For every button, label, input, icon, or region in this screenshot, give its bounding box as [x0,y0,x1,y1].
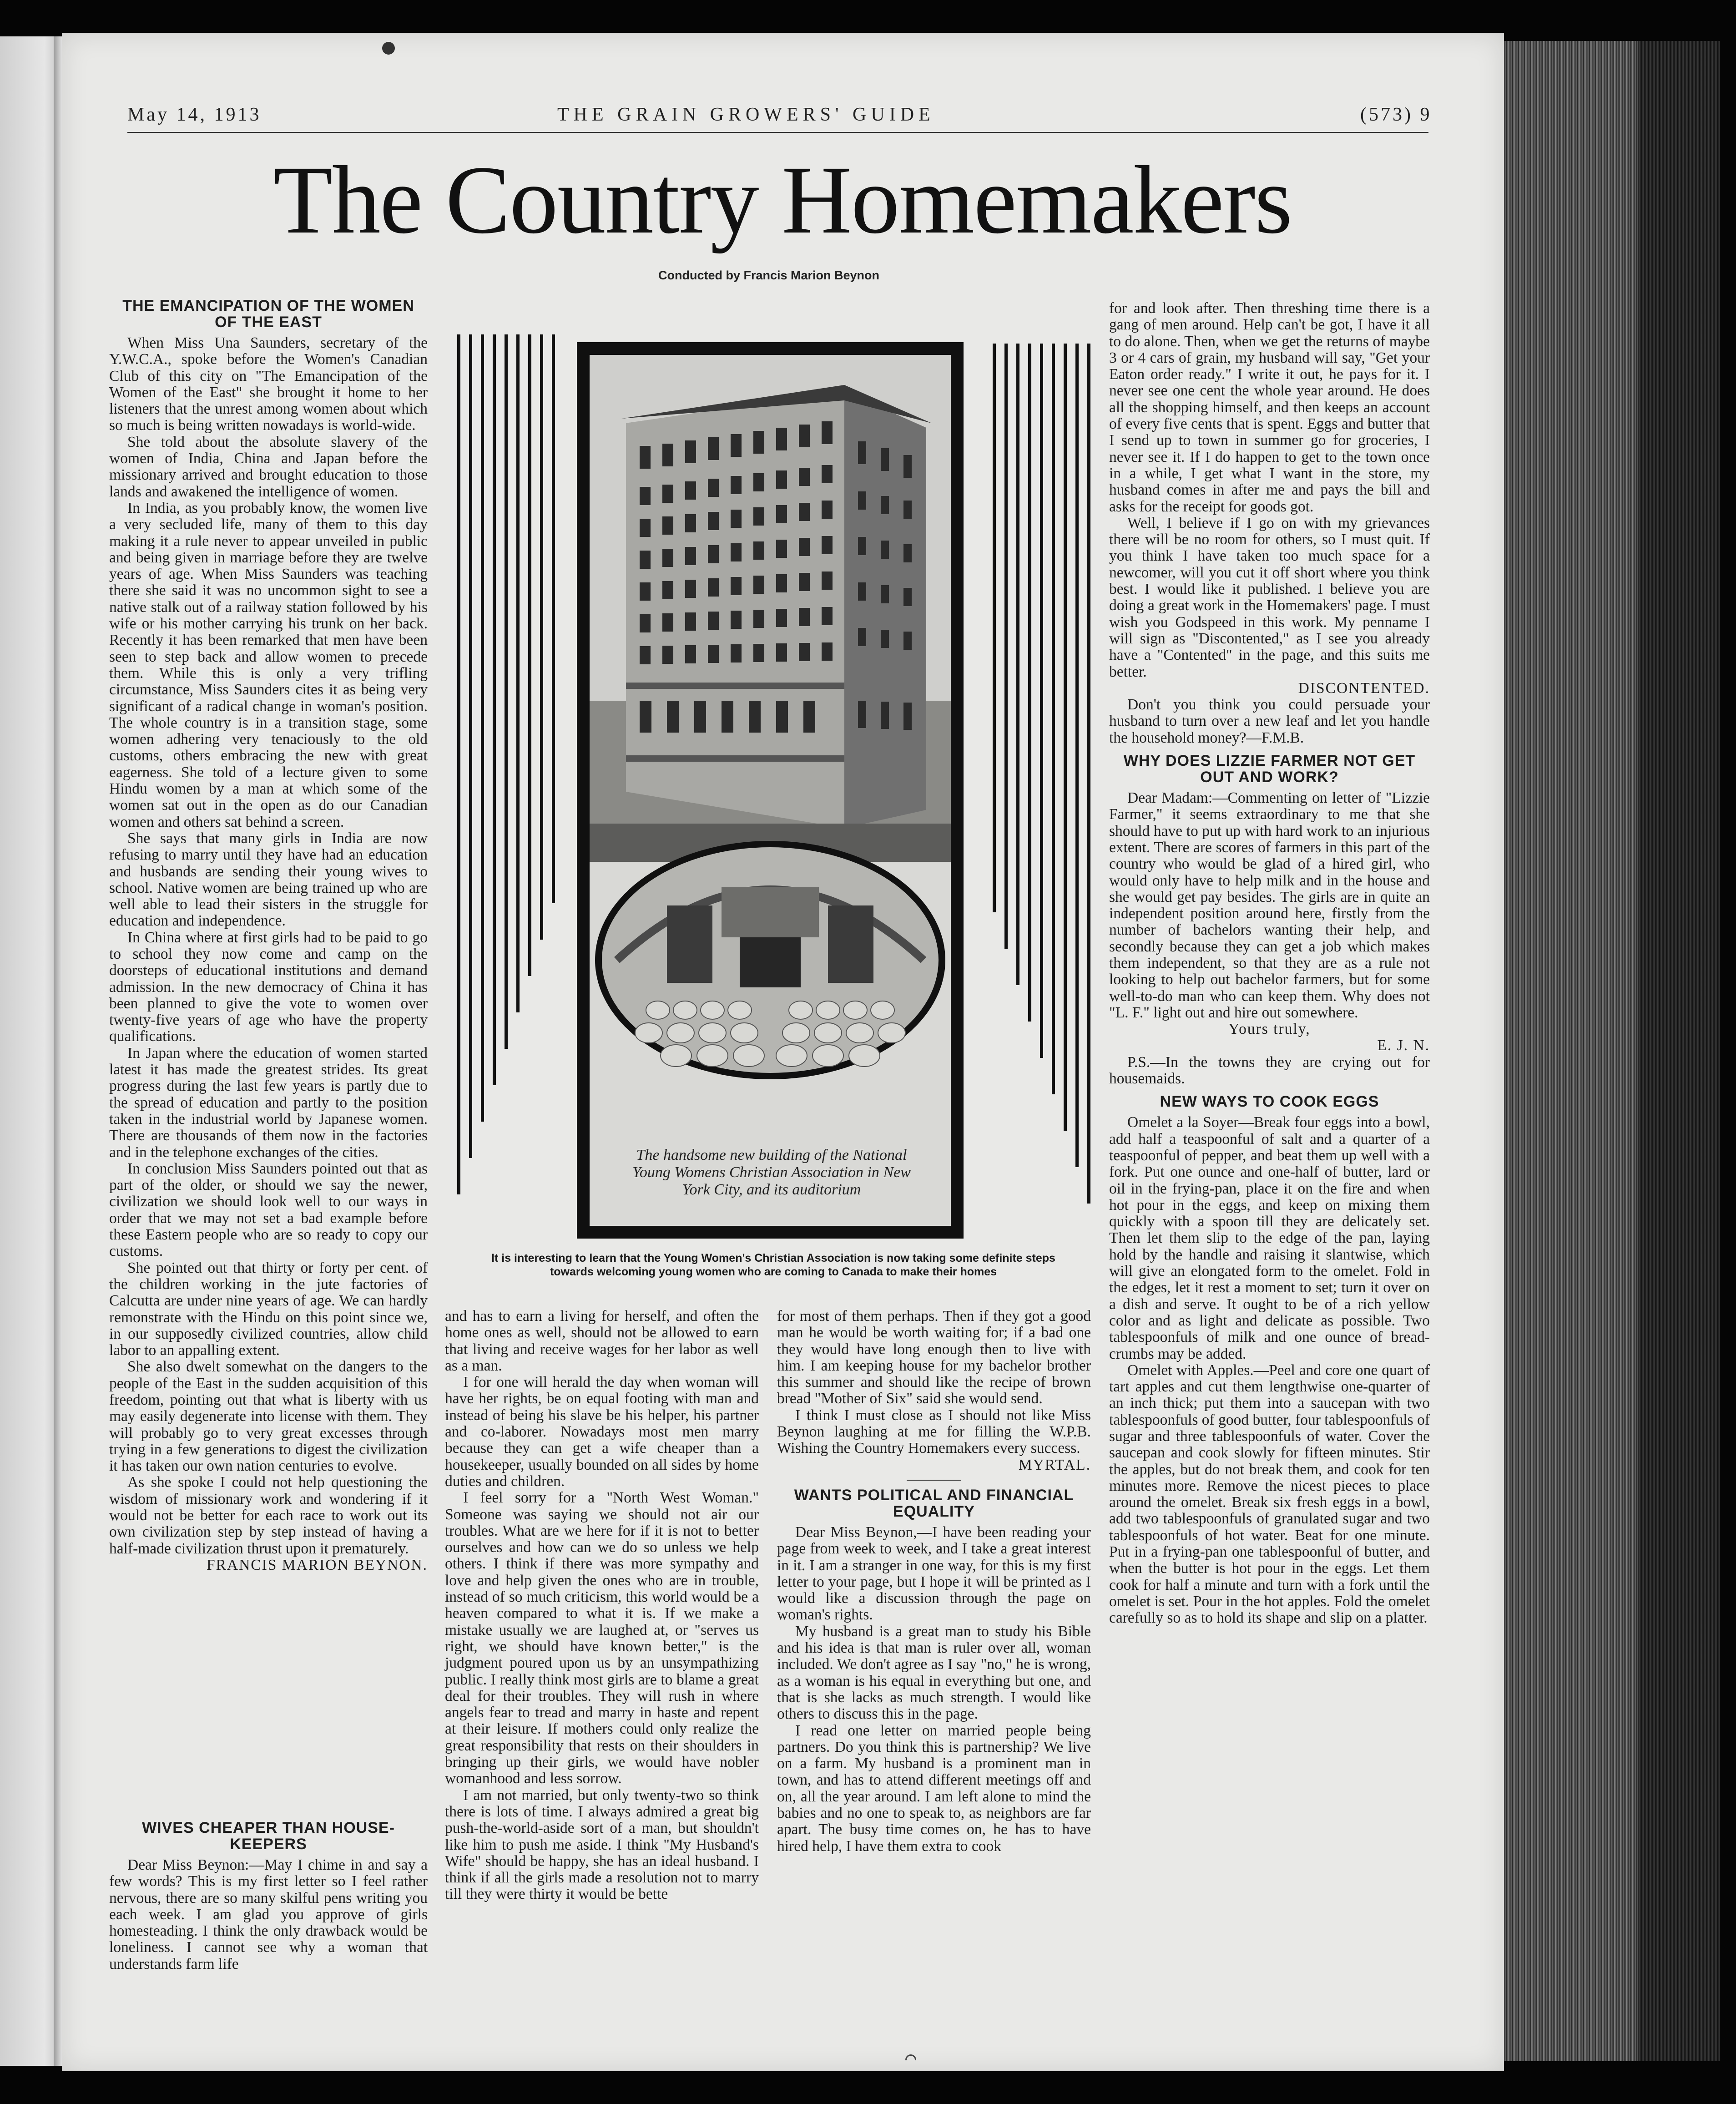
paragraph: In Japan where the education of women started latest it has made the greatest strides. Its great progress during the last few years is partly due to the spread of education and partly to the position taken in the industrial world by Japanese women. There are thousands of them now in the factories and in the telephone exchanges of the cities. [109,1044,428,1161]
column-3 [777,1308,1091,1855]
paragraph: I am not married, but only twenty-two so think there is lots of time. I always admired a great big push-the-world-aside sort of a man, but shouldn't like him to push me aside. I think "My Husband's Wife" should be happy, she has an ideal husband. I think if all the girls made a resolution not to marry till they were thirty it would be bette [445,1786,759,1903]
auditorium-photo [590,837,951,1083]
paragraph: In conclusion Miss Saunders pointed out that as part of the older, or should we say the newer, civilization we should look well to our ways in order that we may not set a bad example before these Eastern people who are so ready to copy our customs. [109,1160,428,1260]
ink-blot [382,42,395,55]
illustration-panel [590,355,951,1226]
column-4 [1109,300,1430,1627]
paragraph: When Miss Una Saunders, secretary of the Y.W.C.A., spoke before the Women's Canadian Club of this city on "The Emancipation of the Women of the East" she brought it home to her listeners that the unrest among women about which so much is being written nowadays is world-wide. [109,334,428,434]
illustration-note: It is interesting to learn that the Young Women's Christian Association is now taking some definite steps towards welcoming young women who are coming to Canada to make their homes [491,1252,1055,1278]
paragraph: I read one letter on married people being partners. Do you think this is partnership? We live on a farm. My husband is a prominent man in town, and has to attend different meetings off and on, all the year around. I am left alone to mind the babies and no one to speak to, as neighbors are far apart. The busy time comes on, he has to have hired help, I have them extra to cook [777,1722,1091,1855]
ywca-building-photo [590,355,951,862]
header-publication: THE GRAIN GROWERS' GUIDE [557,104,935,125]
paragraph: Dear Miss Beynon,—I have been reading your page from week to week, and I take a great interest in it. I am a stranger in one way, for this is my first letter to your page, but I hope it will be printed as I would like a discussion through the page on woman's rights. [777,1523,1091,1624]
paragraph: She pointed out that thirty or forty per cent. of the children working in the jute factories of Calcutta are under nine years of age. We can hardly remonstrate with the Hindu on this point since we, in our supposedly civilized countries, allow child labor to an appalling extent. [109,1259,428,1359]
article-title-political: WANTS POLITICAL AND FINANCIAL EQUALITY [794,1486,1074,1520]
paragraph: My husband is a great man to study his Bible and his idea is that man is ruler over all, woman included. We don't agree as I say "no," he is wrong, as a woman is his equal in everything but one, and that is she lacks as much strength. I would like others to discuss this in the page. [777,1623,1091,1723]
signature-beynon: FRANCIS MARION BEYNON. [206,1556,428,1573]
paragraph: She says that many girls in India are now refusing to marry until they have had an education and husbands are sending their young wives to school. Native women are being trained up who are well able to lead their sisters in the struggle for education and independence. [109,829,428,930]
decorative-stripes-right [993,344,1090,1204]
paragraph: for most of them perhaps. Then if they got a good man he would be worth waiting for; if a bad one they would have long enough then to live with him. I am keeping house for my bachelor brother this summer and should like the recipe of brown bread "Mother of Six" said she would send. [777,1308,1091,1407]
article-title-emancipation: THE EMANCIPATION OF THE WOMEN OF THE EAST [122,297,414,331]
postscript: P.S.—In the towns they are crying out for housemaids. [1109,1053,1430,1087]
article-title-lizzie: WHY DOES LIZZIE FARMER NOT GET OUT AND WORK? [1123,752,1416,786]
header-date: May 14, 1913 [127,104,262,125]
paragraph: and has to earn a living for herself, and often the home ones as well, should not be allowed to earn that living and receive wages for her labor as well as a man. [445,1308,759,1374]
column-2 [445,1308,759,1903]
paragraph: She also dwelt somewhat on the dangers to the people of the East in the sudden acquisition of this freedom, pointing out that what is liberty with us may easily degenerate into license with them. They will probably go to very great excesses through trying in a few generations to digest the civilization it has taken our own nation centuries to evolve. [109,1358,428,1475]
paragraph: Omelet with Apples.—Peel and core one quart of tart apples and cut them lengthwise one-quarter of an inch thick; put them into a saucepan with two tablespoonfuls of good butter, four tablespoonfuls of sugar and three tablespoonfuls of water. Cover the saucepan and cook slowly for fifteen minutes. Stir the apples, but do not break them, and cook for ten minutes more. Remove the nicest pieces to place around the omelet. Break six fresh eggs in a bowl, add two tablespoonfuls of granulated sugar and two tablespoonfuls of hot water. Beat for one minute. Put in a frying-pan one tablespoonful of butter, and when the butter is hot pour in the eggs. Let them cook for half a minute and turn with a fork until the omelet is set. Pour in the hot apples. Fold the omelet carefully so as to hold its shape and slip on a platter. [1109,1361,1430,1627]
section-masthead: The Country Homemakers [273,146,1292,254]
article-title-eggs: NEW WAYS TO COOK EGGS [1160,1093,1379,1111]
signature-discontented: DISCONTENTED. [1298,679,1430,697]
article-title-wives: WIVES CHEAPER THAN HOUSE-KEEPERS [142,1819,395,1853]
paragraph: As she spoke I could not help questioning the wisdom of missionary work and wondering if it would not be better for each race to work out its own civilization step by step instead of having a half-made civilization thrust upon it prematurely. [109,1474,428,1557]
column-1-bottom [109,1813,428,1972]
paragraph: She told about the absolute slavery of the women of India, China and Japan before the missionary arrived and brought education to those lands and awakened the intelligence of women. [109,433,428,500]
paragraph: I feel sorry for a "North West Woman." Someone was saying we should not air our troubles. What are we here for if it is not to better ourselves and how can we do so unless we help others. I think if there was more sympathy and love and help given the ones who are in trouble, instead of so much criticism, this world would be a heaven compared to what it is. If we make a mistake usually we are laughed at, or "serves us right, we should have known better," is the judgment poured upon us by an unsympathizing public. I really think most girls are to blame a great deal for their troubles. They will rush in where angels fear to tread and marry in haste and repent at their leisure. If mothers could only realize the great responsibility that rests on their shoulders in bringing up their girls, we would have nobler womanhood and less sorrow. [445,1489,759,1787]
paragraph: for and look after. Then threshing time there is a gang of men around. Help can't be got, I have it all to do alone. Then, when we get the returns of maybe 3 or 4 cars of grain, my husband will say, "Get your Eaton order ready." I write it out, he pays for it. I never see one cent the whole year around. He does all the shopping himself, and then keeps an account of every five cents that is spent. Eggs and butter that I send up to town in summer go for groceries, I never see it. If I do happen to get to the town once in a while, I get what I want in the store, my husband comes in after me and pays the bill and asks for the receipt for goods got. [1109,300,1430,515]
paragraph: In India, as you probably know, the women live a very secluded life, many of them to this day making it a rule never to appear unveiled in public and being given in marriage before they are twelve years of age. When Miss Saunders was teaching there she said it was no uncommon sight to see a native stalk out of a railway station followed by his wife or his mother carrying his trunk on her back. Recently it has been remarked that men have been seen to step back and allow women to precede them. While this is only a very trifling circumstance, Miss Saunders cites it as being very significant of a radical change in woman's position. The whole country is in a transition stage, some women adhering very tenaciously to the old customs, others embracing the new with great eagerness. She told of a lecture given to some Hindu women by a man at which some of the women sat out in the open as do our Canadian women and others sat behind a screen. [109,499,428,830]
paragraph: Omelet a la Soyer—Break four eggs into a bowl, add half a teaspoonful of salt and a quarter of a teaspoonful of pepper, and beat them up well with a fork. Put one ounce and one-half of butter, lard or oil in the frying-pan, place it on the fire and when hot pour in the eggs, and keep on mixing them quickly with a spoon till they are delicately set. Then let them slip to the edge of the pan, laying hold by the handle and raising it slantwise, which will give an elongated form to the omelet. Fold in the edges, let it rest a moment to set; turn it over on a dish and serve. It ought to be of a rich yellow color and as light and delicate as possible. Two tablespoonfuls of milk and one ounce of bread-crumbs may be added. [1109,1114,1430,1362]
book-gutter [54,36,62,2066]
editor-reply: Don't you think you could persuade your husband to turn over a new leaf and let you handle the household money?—F.M.B. [1109,696,1430,746]
signature-myrtal: MYRTAL. [1018,1456,1091,1473]
illustration-caption: The handsome new building of the National Young Womens Christian Association in New York City, and its auditorium [632,1147,911,1198]
paragraph: Well, I believe if I go on with my grievances there will be no room for others, so I must quit. If you think I have taken too much space for a newcomer, will you cut it off short where you think best. I would like it published. I believe you are doing a great work in the Homemakers' page. I must wish you Godspeed in this work. My penname I will sign as "Discontented," as I see you already have a "Contented" in the page, and this suits me better. [1109,514,1430,680]
signature-ejn: E. J. N. [1377,1037,1430,1054]
illustration-frame [577,342,964,1239]
closing: Yours truly, [1228,1021,1311,1038]
byline: Conducted by Francis Marion Beynon [658,268,880,282]
paragraph: I for one will herald the day when woman will have her rights, be on equal footing with man and instead of being his slave be his helper, his partner and co-laborer. Nowadays most men marry because they can get a wife cheaper than a housekeeper, usually bounded on all sides by home duties and children. [445,1374,759,1490]
header-page-number: (573) 9 [1360,104,1432,125]
column-1 [109,291,428,1573]
paragraph: In China where at first girls had to be paid to go to school they now come and camp on the doorsteps of educational institutions and demand admission. In the new democracy of China it has been planned to give the vote to women over twenty-five years of age who have the property qualifications. [109,929,428,1045]
paragraph: Dear Miss Beynon:—May I chime in and say a few words? This is my first letter so I feel rather nervous, there are so many skilful pens writing you each week. I am glad you approve of girls homesteading. I think the only drawback would be loneliness. I cannot see why a woman that understands farm life [109,1856,428,1972]
paragraph: Dear Madam:—Commenting on letter of "Lizzie Farmer," it seems extraordinary to me that she should have to put up with hard work to an injurious extent. There are scores of farmers in this part of the country who would be glad of a hired girl, who would only have to help milk and in the house and she would get pay besides. The girls are in quite an independent position around here, firstly from the number of bachelors wanting their help, and secondly because they can get a job which makes them independent, so that they are as a rule not looking to help out bachelor farmers, but for some well-to-do man who can keep them. Why does not "L. F." light out and hire out somewhere. [1109,789,1430,1021]
article-divider [907,1480,961,1481]
paragraph: I think I must close as I should not like Miss Beynon laughing at me for filling the W.P.B. Wishing the Country Homemakers every success. [777,1406,1091,1457]
header-rule [127,132,1428,133]
decorative-stripes-left [457,334,555,1194]
book-page-edges-shadow [1638,41,1720,2061]
